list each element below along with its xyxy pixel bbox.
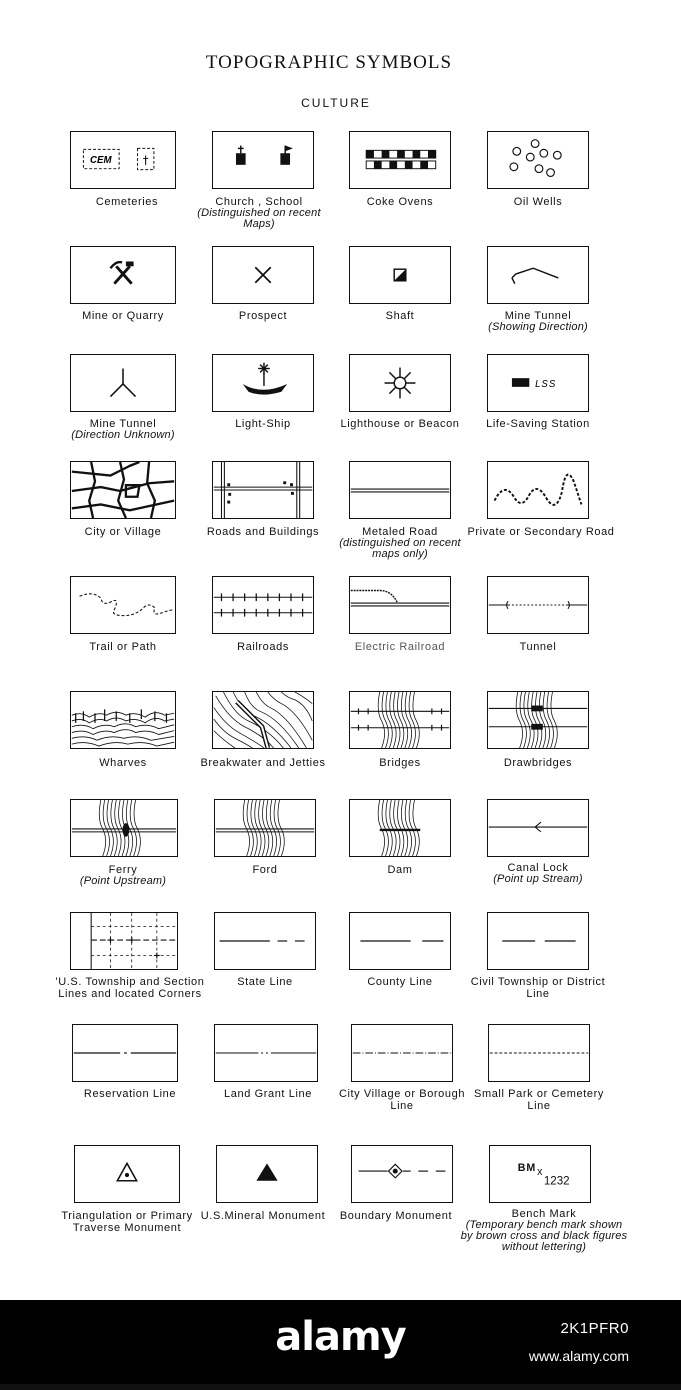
mine-quarry-label: Mine or Quarry xyxy=(82,310,164,322)
cemeteries-symbol xyxy=(70,131,176,189)
section-subtitle: CULTURE xyxy=(301,96,371,110)
cemeteries-label: Cemeteries xyxy=(95,196,159,208)
mine-tunnel-unknown-label: Mine Tunnel (Direction Unknown) xyxy=(71,418,175,441)
county-line-label: County Line xyxy=(367,976,433,988)
boundary-monument-symbol xyxy=(351,1145,453,1203)
tunnel-label: Tunnel xyxy=(519,641,557,653)
watermark-banner xyxy=(0,1300,681,1390)
watermark-underline xyxy=(0,1384,681,1390)
bench-mark-label: Bench Mark (Temporary bench mark shown by brown cross and black figures without lettering) xyxy=(460,1208,628,1253)
roads-buildings-symbol xyxy=(212,461,314,519)
page-title: TOPOGRAPHIC SYMBOLS xyxy=(205,52,453,73)
city-village-line-label: City Village or Borough Line xyxy=(338,1088,466,1112)
life-saving-label: Life-Saving Station xyxy=(486,418,590,430)
trail-symbol xyxy=(70,576,176,634)
mine-tunnel-direction-label: Mine Tunnel (Showing Direction) xyxy=(488,310,588,333)
state-line-label: State Line xyxy=(237,976,293,988)
state-line-symbol xyxy=(214,912,316,970)
mineral-monument-symbol xyxy=(216,1145,318,1203)
township-lines-label: 'U.S. Township and Section Lines and located Corners xyxy=(55,976,205,1000)
small-park-symbol xyxy=(488,1024,590,1082)
triangulation-label: Triangulation or Primary Traverse Monument xyxy=(61,1210,193,1234)
triangulation-symbol xyxy=(74,1145,180,1203)
mine-tunnel-unknown-symbol xyxy=(70,354,176,412)
drawbridges-symbol xyxy=(487,691,589,749)
dam-label: Dam xyxy=(387,864,413,876)
prospect-label: Prospect xyxy=(238,310,288,322)
mine-tunnel-direction-symbol xyxy=(487,246,589,304)
boundary-monument-label: Boundary Monument xyxy=(339,1210,453,1222)
electric-railroad-symbol xyxy=(349,576,451,634)
shaft-label: Shaft xyxy=(385,310,415,322)
lss-text: LSS xyxy=(535,378,557,390)
land-grant-label: Land Grant Line xyxy=(224,1088,312,1100)
bm-cross: x xyxy=(537,1165,543,1178)
railroads-symbol xyxy=(212,576,314,634)
oil-wells-symbol xyxy=(487,131,589,189)
cem-cross: † xyxy=(142,152,149,167)
railroads-label: Railroads xyxy=(237,641,289,653)
county-line-symbol xyxy=(349,912,451,970)
mineral-monument-label: U.S.Mineral Monument xyxy=(200,1210,326,1222)
oil-wells-label: Oil Wells xyxy=(513,196,563,208)
watermark-url: www.alamy.com xyxy=(528,1348,629,1364)
electric-railroad-label: Electric Railroad xyxy=(354,641,446,653)
bench-mark-symbol xyxy=(489,1145,591,1203)
lighthouse-label: Lighthouse or Beacon xyxy=(340,418,460,430)
wharves-symbol xyxy=(70,691,176,749)
city-village-line-symbol xyxy=(351,1024,453,1082)
land-grant-symbol xyxy=(214,1024,318,1082)
reservation-line-symbol xyxy=(72,1024,178,1082)
coke-ovens-symbol xyxy=(349,131,451,189)
bm-text: BM xyxy=(517,1162,537,1175)
civil-township-symbol xyxy=(487,912,589,970)
reservation-line-label: Reservation Line xyxy=(83,1088,177,1100)
metaled-road-symbol xyxy=(349,461,451,519)
ford-symbol xyxy=(214,799,316,857)
bridges-label: Bridges xyxy=(379,757,421,769)
private-road-label: Private or Secondary Road xyxy=(467,526,615,538)
ford-label: Ford xyxy=(252,864,278,876)
lighthouse-symbol xyxy=(349,354,451,412)
watermark-image-id: 2K1PFR0 xyxy=(560,1320,629,1337)
prospect-symbol xyxy=(212,246,314,304)
roads-buildings-label: Roads and Buildings xyxy=(206,526,320,538)
watermark-logo: alamy xyxy=(275,1314,406,1360)
ferry-symbol xyxy=(70,799,178,857)
cem-text: CEM xyxy=(90,154,112,166)
mine-quarry-symbol xyxy=(70,246,176,304)
metaled-road-label: Metaled Road (distinguished on recent maps only) xyxy=(339,526,461,560)
small-park-label: Small Park or Cemetery Line xyxy=(474,1088,604,1112)
life-saving-symbol xyxy=(487,354,589,412)
light-ship-symbol xyxy=(212,354,314,412)
civil-township-label: Civil Township or District Line xyxy=(470,976,606,1000)
private-road-symbol xyxy=(487,461,589,519)
township-lines-symbol xyxy=(70,912,178,970)
coke-ovens-label: Coke Ovens xyxy=(366,196,434,208)
city-village-label: City or Village xyxy=(84,526,162,538)
light-ship-label: Light-Ship xyxy=(235,418,291,430)
church-school-label: Church , School (Distinguished on recent Maps) xyxy=(197,196,321,230)
breakwater-label: Breakwater and Jetties xyxy=(200,757,326,769)
bm-number: 1232 xyxy=(543,1175,570,1188)
drawbridges-label: Drawbridges xyxy=(503,757,573,769)
city-village-symbol xyxy=(70,461,176,519)
dam-symbol xyxy=(349,799,451,857)
wharves-label: Wharves xyxy=(99,757,147,769)
tunnel-symbol xyxy=(487,576,589,634)
church-school-symbol xyxy=(212,131,314,189)
trail-label: Trail or Path xyxy=(89,641,157,653)
ferry-label: Ferry (Point Upstream) xyxy=(79,864,167,887)
shaft-symbol xyxy=(349,246,451,304)
canal-lock-symbol xyxy=(487,799,589,857)
bridges-symbol xyxy=(349,691,451,749)
breakwater-symbol xyxy=(212,691,314,749)
canal-lock-label: Canal Lock (Point up Stream) xyxy=(493,862,583,885)
